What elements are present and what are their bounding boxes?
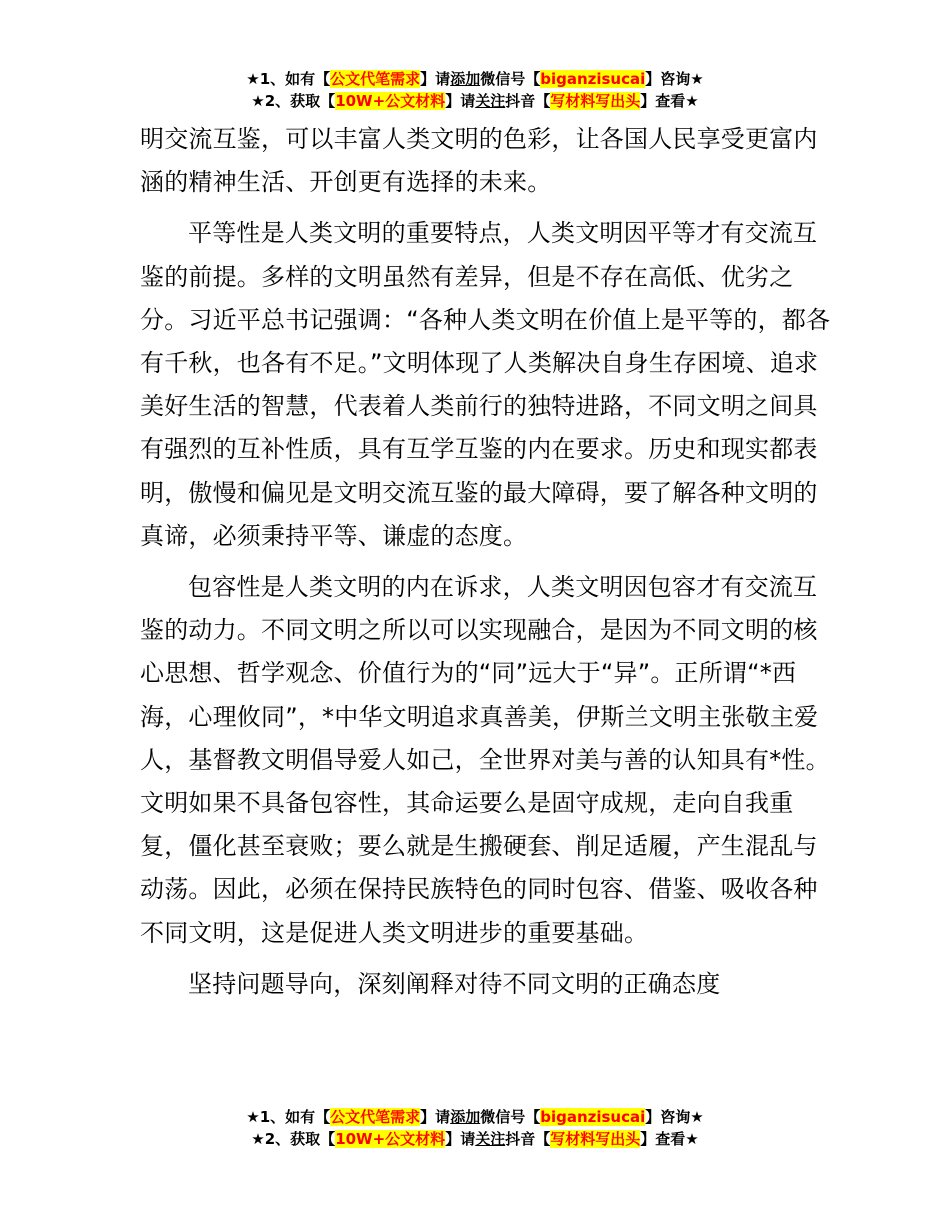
document-body	[140, 118, 840, 1006]
footer-highlight-service: 公文代笔需求	[330, 1108, 421, 1126]
header-line-1: ★1、如有【公文代笔需求】请添加微信号【biganzisucai】咨询★	[246, 70, 704, 88]
header-highlight-service: 公文代笔需求	[330, 70, 421, 88]
header-line-2: ★2、获取【10W+公文材料】请关注抖音【写材料写出头】查看★	[251, 92, 699, 110]
section-heading: 坚持问题导向，深刻阐释对待不同文明的正确态度	[188, 969, 721, 998]
footer-line-2: ★2、获取【10W+公文材料】请关注抖音【写材料写出头】查看★	[251, 1130, 699, 1148]
header-highlight-materials: 10W+公文材料	[335, 92, 446, 110]
paragraph-2: 平等性是人类文明的重要特点，人类文明因平等才有交流互鉴的前提。多样的文明虽然有差异，但是不存在高低、优劣之分。习近平总书记强调：“各种人类文明在价值上是平等的，都各有千秋，也各有不足。”文明体现了人类解决自身生存困境、追求美好生活的智慧，代表着人类前行的独特进路，不同文明之间具有强烈的互补性质，具有互学互鉴的内在要求。历史和现实都表明，傲慢和偏见是文明交流互鉴的最大障碍，要了解各种文明的真谛，必须秉持平等、谦虚的态度。	[140, 219, 831, 550]
paragraph-3: 包容性是人类文明的内在诉求，人类文明因包容才有交流互鉴的动力。不同文明之所以可以实现融合，是因为不同文明的核心思想、哲学观念、价值行为的“同”远大于“异”。正所谓“*西海，心理攸同”，*中华文明追求真善美，伊斯兰文明主张敬主爱人，基督教文明倡导爱人如己，全世界对美与善的认知具有*性。文明如果不具备包容性，其命运要么是固守成规，走向自我重复，僵化甚至衰败；要么就是生搬硬套、削足适履，产生混乱与动荡。因此，必须在保持民族特色的同时包容、借鉴、吸收各种不同文明，这是促进人类文明进步的重要基础。	[140, 573, 830, 947]
footer-banner	[0, 1106, 950, 1150]
footer-highlight-wechat: biganzisucai	[540, 1108, 646, 1126]
footer-highlight-materials: 10W+公文材料	[335, 1130, 446, 1148]
paragraph-1: 明交流互鉴，可以丰富人类文明的色彩，让各国人民享受更富内涵的精神生活、开创更有选择的未来。	[140, 125, 818, 197]
header-highlight-douyin: 写材料写出头	[550, 92, 641, 110]
header-highlight-wechat: biganzisucai	[540, 70, 646, 88]
footer-line-1: ★1、如有【公文代笔需求】请添加微信号【biganzisucai】咨询★	[246, 1108, 704, 1126]
header-banner	[0, 68, 950, 112]
footer-highlight-douyin: 写材料写出头	[550, 1130, 641, 1148]
